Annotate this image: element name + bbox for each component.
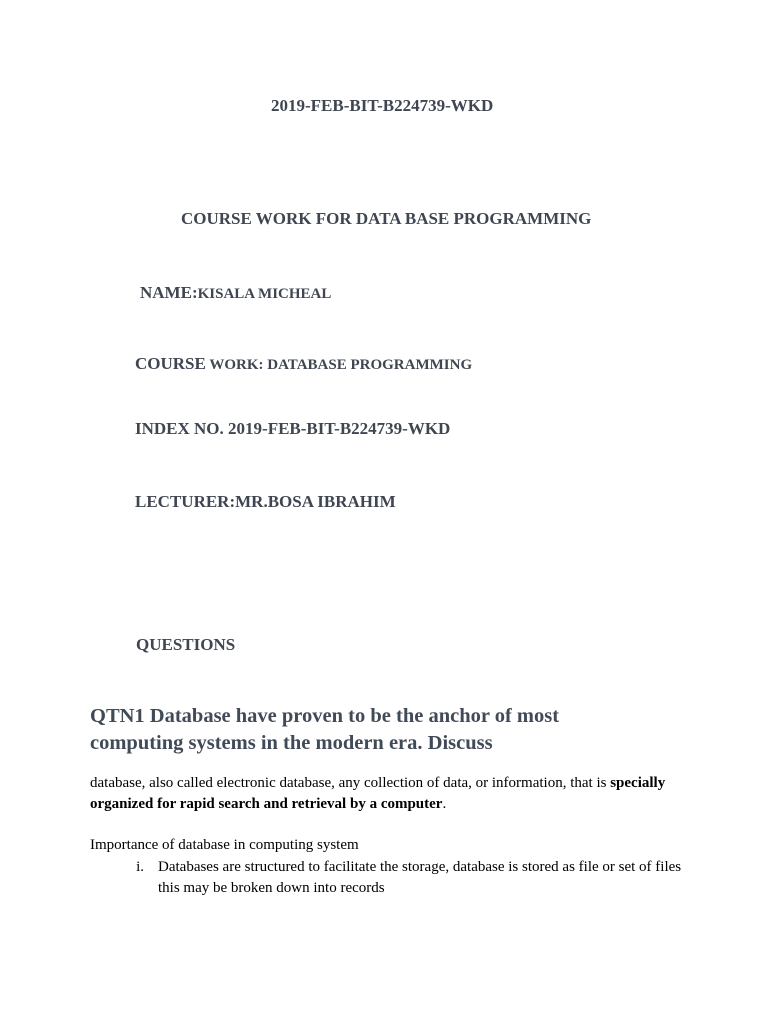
index-line: INDEX NO. 2019-FEB-BIT-B224739-WKD [135, 419, 451, 438]
importance-heading: Importance of database in computing system [90, 837, 359, 853]
definition-bold-text: specially organized for rapid search and retrieval by a computer [90, 775, 666, 812]
lecturer-line: LECTURER:MR.BOSA IBRAHIM [135, 492, 396, 511]
list-item-number: i. [136, 859, 144, 875]
course-label: COURSE [135, 354, 206, 373]
definition-paragraph [90, 773, 710, 815]
document-code-header: 2019-FEB-BIT-B224739-WKD [271, 96, 494, 115]
course-line [135, 354, 472, 374]
definition-period: . [442, 796, 447, 812]
name-label: NAME: [140, 283, 198, 302]
definition-text: database, also called electronic database, any collection of data, or information, that is [90, 775, 611, 791]
name-line [140, 283, 331, 303]
questions-heading: QUESTIONS [136, 635, 236, 654]
document-title: COURSE WORK FOR DATA BASE PROGRAMMING [181, 209, 592, 228]
name-value: KISALA MICHEAL [197, 286, 332, 302]
course-value: WORK: DATABASE PROGRAMMING [205, 357, 473, 373]
question-1: QTN1 Database have proven to be the anchor of most computing systems in the modern era. Discuss [90, 705, 560, 754]
list-item-text: Databases are structured to facilitate the storage, database is stored as file or set of files this may be broken down into records [158, 859, 682, 896]
